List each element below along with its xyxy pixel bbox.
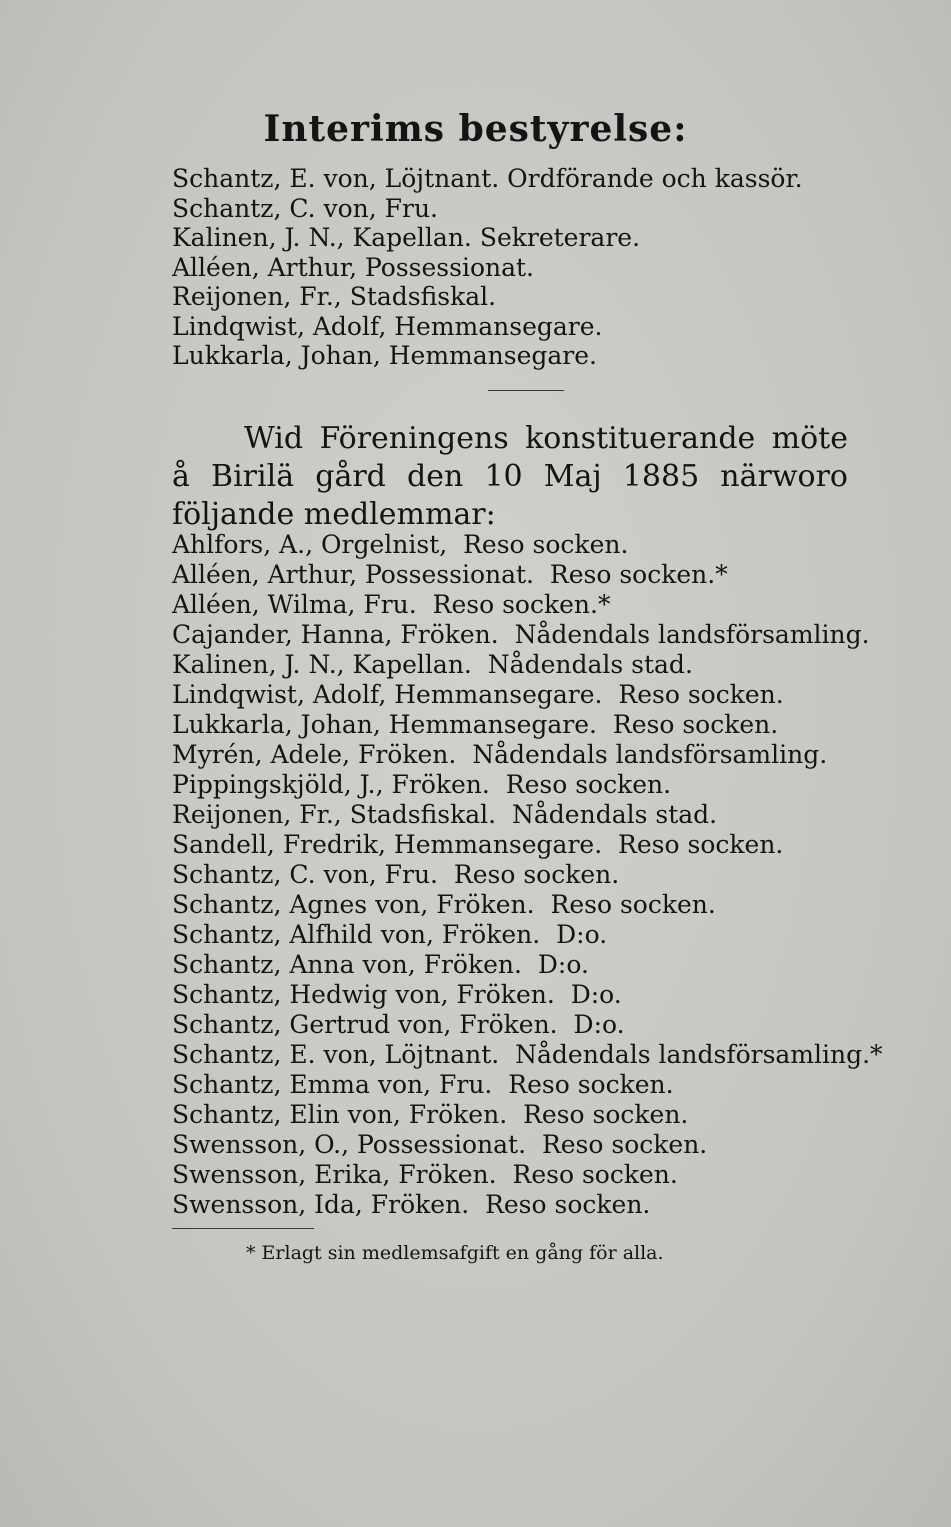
member-name: Schantz, Elin von, Fröken. [172,1100,508,1129]
member-line [172,860,852,890]
board-member-line: Kalinen, J. N., Kapellan. Sekreterare. [172,223,641,252]
member-line [172,830,852,860]
member-place: Nådendals landsförsamling.* [515,1040,883,1069]
member-place: Reso socken. [523,1100,689,1129]
member-line [172,1190,852,1220]
member-line [172,800,852,830]
member-name: Lukkarla, Johan, Hemmansegare. [172,710,597,739]
member-place: Reso socken. [463,530,629,559]
member-name: Swensson, O., Possessionat. [172,1130,527,1159]
member-line [172,1100,852,1130]
member-place: Reso socken. [453,860,620,889]
member-line [172,650,852,680]
member-place: Reso socken. [618,680,784,709]
member-name: Schantz, Alfhild von, Fröken. [172,920,541,949]
member-line [172,1010,852,1040]
board-member-line: Schantz, E. von, Löjtnant. Ordförande och kassör. [172,164,803,193]
member-name: Schantz, Emma von, Fru. [172,1070,493,1099]
member-line [172,890,852,920]
member-name: Reijonen, Fr., Stadsfiskal. [172,800,497,829]
member-line [172,1130,852,1160]
member-line [172,1070,852,1100]
footnote: * Erlagt sin medlemsafgift en gång för alla. [246,1242,664,1264]
member-name: Swensson, Erika, Fröken. [172,1160,497,1189]
member-name: Myrén, Adele, Fröken. [172,740,457,769]
member-line [172,950,852,980]
member-name: Ahlfors, A., Orgelnist, [172,530,448,559]
member-line [172,1160,852,1190]
member-name: Schantz, Agnes von, Fröken. [172,890,535,919]
member-line [172,770,852,800]
member-place: Reso socken. [541,1130,708,1159]
board-member-line: Alléen, Arthur, Possessionat. [172,252,534,282]
section-divider [488,390,564,391]
member-place: Reso socken. [618,830,784,859]
member-name: Lindqwist, Adolf, Hemmansegare. [172,680,603,709]
page-title: Interims bestyrelse: [263,108,688,150]
member-name: Schantz, Hedwig von, Fröken. [172,980,555,1009]
footnote-divider [172,1228,314,1229]
intro-text: Wid Föreningens konstituerande möte å Birilä gård den 10 Maj 1885 närworo följande medlemmar: [172,421,848,532]
member-place: Reso socken.* [549,560,728,589]
member-line [172,1040,883,1070]
member-line [172,710,852,740]
member-place: D:o. [570,980,622,1009]
intro-paragraph [172,420,848,534]
member-line [172,620,870,650]
board-list [172,164,852,371]
member-place: Nådendals landsförsamling. [514,620,870,649]
member-place: Reso socken. [612,710,779,739]
member-name: Alléen, Arthur, Possessionat. [172,560,534,589]
member-line [172,980,852,1010]
member-name: Sandell, Fredrik, Hemmansegare. [172,830,603,859]
member-name: Pippingskjöld, J., Fröken. [172,770,490,799]
member-line [172,920,852,950]
board-member-line: Reijonen, Fr., Stadsfiskal. [172,282,497,311]
board-member-line: Lindqwist, Adolf, Hemmansegare. [172,311,603,341]
member-list [172,530,883,1220]
board-member-line: Schantz, C. von, Fru. [172,193,438,223]
member-place: Reso socken.* [432,590,611,619]
member-place: Nådendals landsförsamling. [472,740,828,769]
member-place: Nådendals stad. [512,800,718,829]
member-line [172,590,852,620]
board-member-line: Lukkarla, Johan, Hemmansegare. [172,341,597,370]
member-line [172,740,852,770]
member-place: Reso socken. [505,770,672,799]
member-line [172,680,852,710]
member-place: D:o. [556,920,608,949]
member-place: Reso socken. [512,1160,678,1189]
member-name: Schantz, E. von, Löjtnant. [172,1040,500,1069]
member-place: Nådendals stad. [487,650,693,679]
member-name: Schantz, Gertrud von, Fröken. [172,1010,558,1039]
member-place: Reso socken. [550,890,716,919]
member-line [172,530,852,560]
member-name: Alléen, Wilma, Fru. [172,590,417,619]
member-name: Schantz, C. von, Fru. [172,860,438,889]
member-name: Swensson, Ida, Fröken. [172,1190,470,1219]
member-place: Reso socken. [485,1190,651,1219]
member-name: Kalinen, J. N., Kapellan. [172,650,472,679]
member-place: D:o. [537,950,589,979]
member-name: Schantz, Anna von, Fröken. [172,950,522,979]
member-name: Cajander, Hanna, Fröken. [172,620,499,649]
member-place: Reso socken. [508,1070,674,1099]
member-place: D:o. [573,1010,625,1039]
member-line [172,560,852,590]
